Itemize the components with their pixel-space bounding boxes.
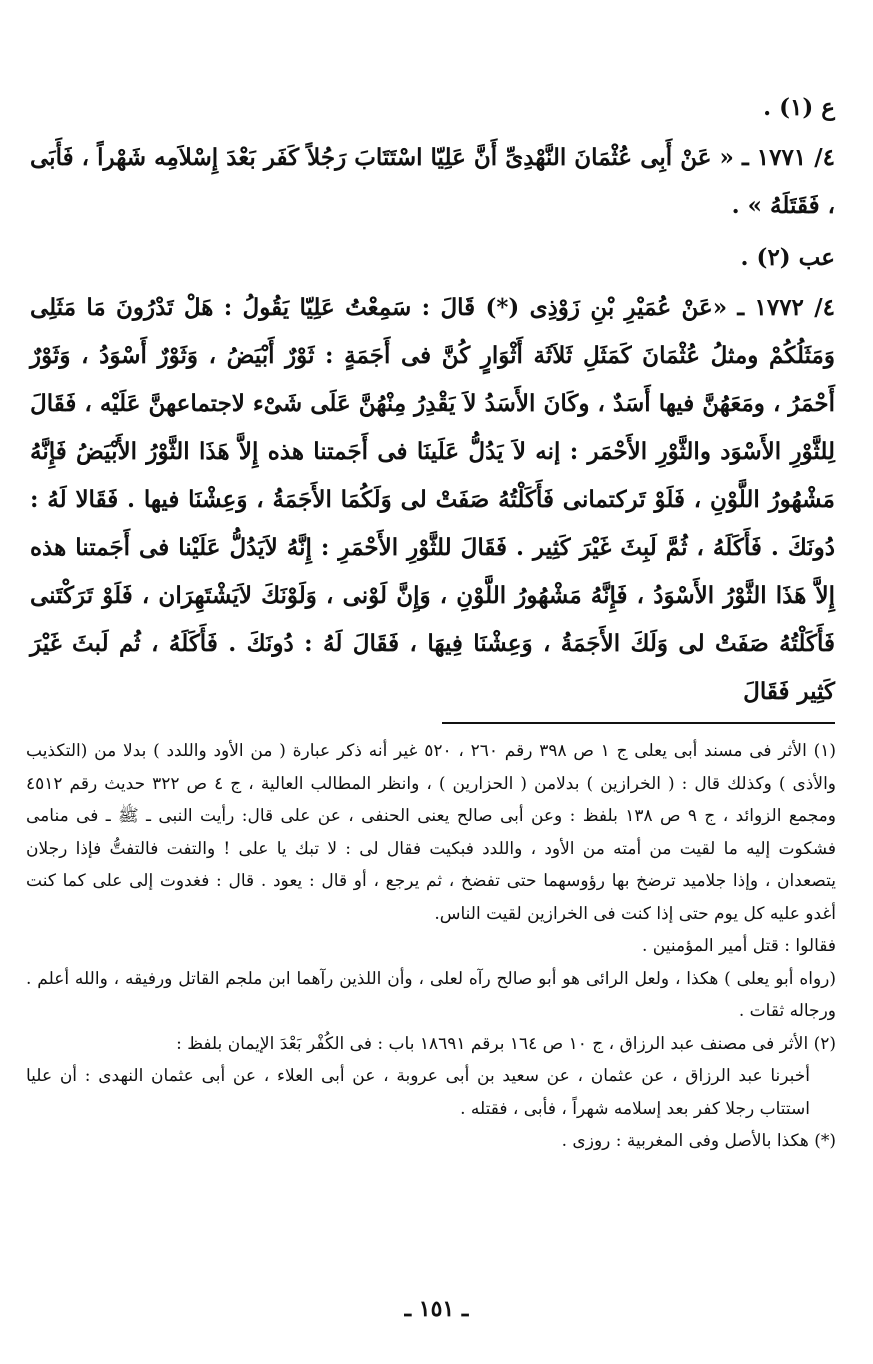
footnote-2: (٢) الأثر فى مصنف عبد الرزاق ، ج ١٠ ص ١٦٤ برقم ١٨٦٩١ باب : فى الكُفْر بَعْدَ الإيمان بلفظ : <box>176 1033 836 1054</box>
footnote-2-text: أخبرنا عبد الرزاق ، عن عثمان ، عن سعيد بن أبى عروبة ، عن أبى العلاء ، عن أبى عثمان النهدى : أن عليا استتاب رجلا كفر بعد إسلامه شهراً ، فأبى ، فقتله . <box>26 1066 810 1119</box>
source-tag-2: عب (٢) . <box>740 244 835 271</box>
source-tag-1: ع (١) . <box>763 94 835 121</box>
footnote-star: (*) هكذا بالأصل وفى المغربية : روزى . <box>561 1131 836 1151</box>
footnote-separator <box>442 722 835 724</box>
page-number: ـ ١٥١ ـ <box>404 1296 469 1322</box>
footnote-1-remark: (رواه أبو يعلى ) هكذا ، ولعل الرائى هو أبو صالح رآه لعلى ، وأن اللذين رآهما ابن ملجم القاتل ورفيقه ، والله أعلم . ورجاله ثقات . <box>26 968 836 1021</box>
main-text <box>30 80 835 716</box>
footnote-1-continuation: فقالوا : قتل أمير المؤمنين . <box>641 936 836 956</box>
footnote-1: (١) الأثر فى مسند أبى يعلى ج ١ ص ٣٩٨ رقم ٢٦٠ ، ٥٢٠ غير أنه ذكر عبارة ( من الأود واللدد ) بدلا من (التكذيب والأذى ) وكذلك قال : ( الخرازين ) بدلامن ( الحزارين ) ، وانظر المطالب العالية ، ج ٤ ص ٣٢٢ حديث رقم ٤٥١٢ ومجمع الزوائد ، ج ٩ ص ١٣٨ بلفظ : وعن أبى صالح يعنى الحنفى ، عن على قال: رأيت النبى ـ ﷺ ـ فى منامى فشكوت إليه ما لقيت من أمته من الأود ، واللدد فبكيت فقال لى : لا تبك يا على ! والتفت فالتفتُّ فإذا رجلان يتصعدان ، وإذا جلاميد ترضخ بها رؤوسهما حتى تفضخ ، ثم يرجع ، أو قال : يعود . قال : فغدوت إلى على كما كنت أغدو عليه كل يوم حتى إذا كنت فى الخرازين لقيت الناس. <box>26 741 837 924</box>
footnotes <box>26 735 836 1158</box>
hadith-1771: ٤/ ١٧٧١ ـ « عَنْ أَبِى عُثْمَانَ النَّهْدِىِّ أَنَّ عَلِيّا اسْتَتَابَ رَجُلاً كَفَر بَعْدَ إِسْلاَمِه شَهْراً ، فَأَبَى ، فَقَتَلَهُ » . <box>30 144 835 219</box>
hadith-1772: ٤/ ١٧٧٢ ـ «عَنْ عُمَيْرِ بْنِ زَوْذِى (*) قَالَ : سَمِعْتُ عَلِيّا يَقُولُ : هَلْ تَدْرُونَ مَا مَثَلِى وَمَثَلُكُمْ ومثلُ عُثْمَانَ كَمَثَلِ ثَلاَثَة أَثْوَارٍ كُنَّ فى أَجَمَةٍ : ثَوْرٌ أَبْيَضُ ، وَثَوْرٌ أَسْوَدُ ، وَثَوْرٌ أَحْمَرُ ، ومَعَهُنَّ فيها أَسَدٌ ، وكَانَ الأَسَدُ لاَ يَقْدِرُ مِنْهُنَّ عَلَى شَىْء لاجتماعهنَّ عَلَيْه ، فَقَالَ لِلثَّوْرِ الأَسْوَد والثَّوْرِ الأَحْمَر : إنه لاَ يَدُلُّ عَلَينَا فى أَجَمتنا هذه إِلاَّ هَذَا الثَّوْرُ الأَبْيَضُ فَإِنَّهُ مَشْهُورُ اللَّوْنِ ، فَلَوْ تَركتمانى فَأَكَلْتُهُ صَفَتْ لى وَلَكُمَا الأَجَمَةُ ، وَعِشْنَا فيها . فَقَالا لَهُ : دُونَكَ . فَأَكَلَهُ ، ثُمَّ لَبِثَ غَيْرَ كَثِير . فَقَالَ للثَّوْرِ الأَحْمَرِ : إِنَّهُ لاَيَدُلُّ عَلَيْنا فى أَجَمتنا هذه إِلاَّ هَذَا الثَّوْرُ الأَسْوَدُ ، فَإِنَّهُ مَشْهُورُ اللَّوْنِ ، وَإِنَّ لَوْنى ، وَلَوْنَكَ لاَيَشْتَهِرَان ، فَلَوْ تَرَكْتَنى فَأَكَلْتُهُ صَفَتْ لى وَلَكَ الأَجَمَةُ ، وَعِشْنَا فِيهَا ، فَقَالَ لَهُ : دُونَكَ . فَأَكَلَهُ ، ثُم لَبثَ غَيْرَ كَثِير فَقَالَ <box>30 294 835 705</box>
